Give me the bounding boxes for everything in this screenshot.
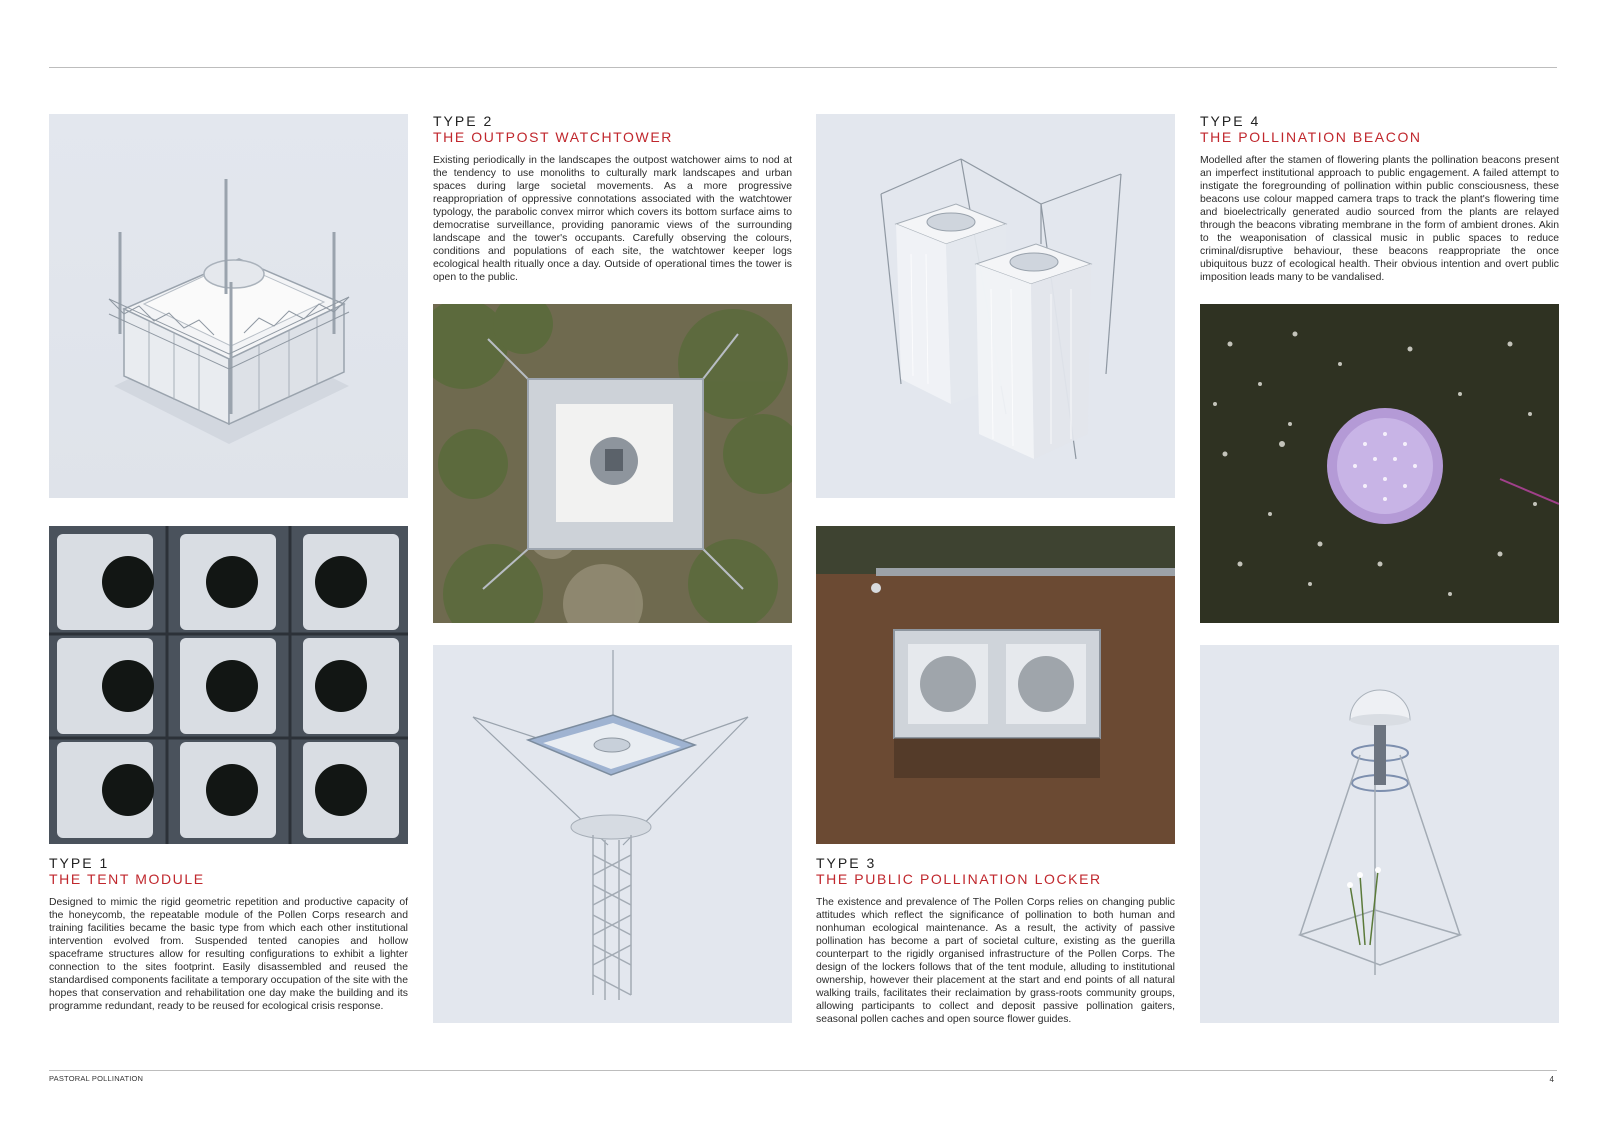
- type-2-title: THE OUTPOST WATCHTOWER: [433, 129, 674, 145]
- tent-module-grid-plan-image: [49, 526, 408, 844]
- type-2-label: TYPE 2: [433, 113, 494, 129]
- type-4-label: TYPE 4: [1200, 113, 1261, 129]
- watchtower-aerial-image: [433, 304, 792, 623]
- locker-axonometric-image: [816, 114, 1175, 498]
- top-rule: [49, 67, 1557, 68]
- locker-aerial-image: [816, 526, 1175, 844]
- type-2-text: [433, 113, 792, 284]
- type-1-label: TYPE 1: [49, 855, 110, 871]
- type-1-title: THE TENT MODULE: [49, 871, 205, 887]
- type-2-description: Existing periodically in the landscapes the outpost watchower aims to nod at the tendency to use monoliths to culturally mark landscapes and urban spaces during large societal movements. As a more progressive reappropriation of oppressive connotations associated with the watchtower typology, the parabolic convex mirror which covers its bottom surface aims to democratise surveillance, providing panoramic views of the surrounding landscape and the tower's occupants. Carefully observing the colours, conditions and populations of each site, the watchtower keeper logs ecological health ritually once a day. Outside of operational times the tower is open to the public.: [433, 155, 792, 283]
- watchtower-axonometric-image: [433, 645, 792, 1023]
- type-3-text: [816, 855, 1175, 1026]
- type-4-description: Modelled after the stamen of flowering plants the pollination beacons present an imperfect institutional approach to public engagement. A failed attempt to instigate the foregrounding of pollination within public consciousness, these beacons use colour mapped camera traps to track the plant's flowering time and bioelectrically generated audio sourced from the plants are relayed through the beacons vibrating membrane in the form of ambient drones. Akin to the weaponisation of classical music in public spaces to reduce criminal/disruptive behaviour, these beacons reappropriate the once ubiquitous buzz of ecological health. Their obvious intention and overt public imposition leads many to be vandalised.: [1200, 155, 1559, 283]
- footer-publication-title: PASTORAL POLLINATION: [49, 1074, 144, 1083]
- beacon-axonometric-image: [1200, 645, 1559, 1023]
- tent-module-axonometric-image: [49, 114, 408, 498]
- type-3-description: The existence and prevalence of The Pollen Corps relies on changing public attitudes which reflect the significance of pollination to both human and nonhuman ecological maintenance. As a result, the activity of passive pollination has become a part of societal culture, existing as the guerilla counterpart to the rigidly organised infrastructure of the Pollen Corps. The design of the lockers follows that of the tent module, alluding to institutional ownership, however their placement at the start and end points of all natural walking trails, facilitates their reclaimation by grass-roots community groups, allowing participants to collect and deposit passive pollination gaiters, seasonal pollen caches and open source flower guides.: [816, 897, 1175, 1025]
- bottom-rule: [49, 1070, 1557, 1071]
- type-1-text: [49, 855, 408, 1013]
- beacon-aerial-image: [1200, 304, 1559, 623]
- type-1-description: Designed to mimic the rigid geometric repetition and productive capacity of the honeycomb, the repeatable module of the Pollen Corps research and training facilities became the basic type from which each other institutional intervention evolved from. Suspended tented canopies and hollow spaceframe structures allow for resulting configurations to exhibit a lighter connection to the sites footprint. Easily disassembled and reused the standardised components facilitate a temporary occupation of the site with the hopes that conservation and rehabilitation one day make the building and its programme redundant, ready to be reused for ecological crisis response.: [49, 897, 408, 1012]
- type-3-label: TYPE 3: [816, 855, 877, 871]
- type-3-title: THE PUBLIC POLLINATION LOCKER: [816, 871, 1102, 887]
- type-4-title: THE POLLINATION BEACON: [1200, 129, 1422, 145]
- type-4-text: [1200, 113, 1559, 284]
- footer-page-number: 4: [1549, 1075, 1554, 1084]
